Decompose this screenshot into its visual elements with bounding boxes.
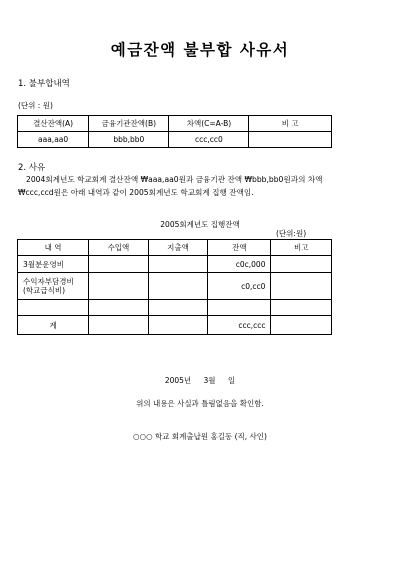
table2-unit: (단위:원) — [276, 229, 307, 238]
table-cell — [249, 132, 332, 148]
confirmation-text: 위의 내용은 사실과 틀림없음을 확인함. — [136, 399, 264, 408]
table-cell: aaa,aa0 — [18, 132, 89, 148]
table-cell — [148, 316, 208, 335]
document-title: 예금잔액 불부합 사유서 — [110, 41, 290, 59]
table-header-cell: 수입액 — [89, 240, 149, 256]
table-header-cell: 차액(C=A-B) — [169, 116, 249, 132]
date-line: 2005년 3월 일 — [164, 376, 236, 385]
mismatch-table — [17, 115, 332, 148]
table-header-row — [18, 240, 332, 256]
table-header-cell: 지출액 — [148, 240, 208, 256]
table-cell — [148, 256, 208, 273]
reason-line-2: ₩ccc,ccd원은 아래 내역과 같이 2005회계년도 학교회계 집행 잔액임. — [18, 188, 254, 197]
table-row — [18, 256, 332, 273]
table-header-cell: 비 고 — [249, 116, 332, 132]
table-cell: 3월분운영비 — [18, 256, 89, 273]
table-header-cell: 잔액 — [208, 240, 271, 256]
table-header-cell: 내 역 — [18, 240, 89, 256]
table2-caption: 2005회계년도 집행잔액 — [160, 220, 240, 229]
table-cell — [271, 256, 332, 273]
table-cell — [271, 300, 332, 316]
signature-line: ○○○ 학교 회계출납원 홍길동 (직, 사인) — [133, 432, 267, 441]
table-row — [18, 132, 332, 148]
table-cell — [271, 273, 332, 300]
table-cell — [89, 316, 149, 335]
table-cell: bbb,bb0 — [89, 132, 169, 148]
table-cell: ccc,cc0 — [169, 132, 249, 148]
table-cell — [148, 273, 208, 300]
section1-unit: (단위 : 원) — [18, 101, 53, 110]
table-cell — [148, 300, 208, 316]
table-header-cell: 결산잔액(A) — [18, 116, 89, 132]
reason-line-1: 2004회계년도 학교회계 결산잔액 ₩aaa,aa0원과 금융기관 잔액 ₩bbb,bb0원과의 차액 — [26, 175, 323, 184]
table-row — [18, 316, 332, 335]
table-cell: 수익자부담경비 (학교급식비) — [18, 273, 89, 300]
table-header-cell: 비고 — [271, 240, 332, 256]
table-cell — [89, 273, 149, 300]
execution-balance-table — [17, 239, 332, 335]
table-cell — [89, 256, 149, 273]
table-cell: ccc,ccc — [208, 316, 271, 335]
table-cell: 계 — [18, 316, 89, 335]
table-cell — [18, 300, 89, 316]
section2-heading: 2. 사유 — [18, 163, 46, 173]
table-cell — [208, 300, 271, 316]
section1-heading: 1. 불부합내역 — [18, 79, 70, 89]
table-header-row — [18, 116, 332, 132]
table-row — [18, 300, 332, 316]
table-row — [18, 273, 332, 300]
table-header-cell: 금융기관잔액(B) — [89, 116, 169, 132]
table-cell — [271, 316, 332, 335]
table-cell: c0,cc0 — [208, 273, 271, 300]
table-cell: c0c,000 — [208, 256, 271, 273]
table-cell — [89, 300, 149, 316]
